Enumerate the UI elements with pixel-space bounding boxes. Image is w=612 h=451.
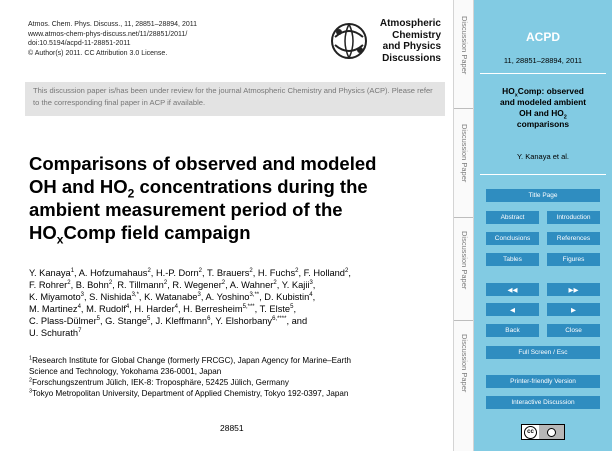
logo-line: Chemistry	[392, 29, 441, 41]
discussion-paper-strip	[453, 0, 474, 451]
title-line: Comparisons of observed and modeled	[29, 153, 377, 174]
strip-label: Discussion Paper	[460, 231, 469, 290]
sidebar-divider	[480, 73, 606, 74]
journal-emblem-icon	[327, 17, 375, 65]
strip-divider	[454, 217, 473, 218]
figures-button[interactable]: Figures	[547, 253, 600, 266]
author-line: K. Miyamoto$^3$, S. Nishida$^{3,*}$, K. Watanabe$^3$, A. Yoshino$^{3,**}$, D. Kubistin$^4$,	[29, 291, 316, 302]
introduction-button[interactable]: Introduction	[547, 211, 600, 224]
author-list	[29, 268, 444, 339]
cc-icon: cc	[524, 426, 537, 439]
cc-license-badge[interactable]	[521, 424, 565, 440]
sidebar-divider	[480, 174, 606, 175]
author-line: M. Martinez$^4$, M. Rudolf$^4$, H. Harder$^4$, H. Berresheim$^{5,***}$, T. Elste$^5$,	[29, 303, 297, 314]
navigation-sidebar	[474, 0, 612, 451]
sidebar-paper-title: $HO_xComp$: observed and modeled ambient OH and $HO_2$ comparisons	[499, 86, 587, 129]
abstract-button[interactable]: Abstract	[486, 211, 539, 224]
full-screen-button[interactable]: Full Screen / Esc	[486, 346, 600, 359]
author-line: F. Rohrer$^2$, B. Bohn$^2$, R. Tillmann$^2$, R. Wegener$^2$, A. Wahner$^2$, Y. Kajii$^3$,	[29, 279, 316, 290]
affiliation: $^2$Forschungszentrum Jülich, IEK-8: Troposphäre, 52425 Jülich, Germany	[29, 377, 289, 387]
affiliation: $^3$Tokyo Metropolitan University, Department of Applied Chemistry, Tokyo 192-0397, Japan	[29, 388, 349, 398]
next-page-button[interactable]: ▶	[547, 303, 600, 316]
last-page-button[interactable]: ▶▶	[547, 283, 600, 296]
attribution-icon-area	[539, 425, 564, 439]
references-button[interactable]: References	[547, 232, 600, 245]
paper-title	[29, 152, 439, 247]
strip-divider	[454, 108, 473, 109]
paper-reference: 11, 28851–28894, 2011	[503, 56, 583, 65]
strip-label: Discussion Paper	[460, 124, 469, 183]
journal-logo	[327, 17, 447, 69]
interactive-discussion-button[interactable]: Interactive Discussion	[486, 396, 600, 409]
strip-label: Discussion Paper	[460, 16, 469, 75]
logo-line: and Physics	[382, 41, 441, 52]
title-page-button[interactable]: Title Page	[486, 189, 600, 202]
journal-info	[28, 20, 197, 58]
logo-line: Discussions	[382, 52, 441, 64]
sidebar-authors: Y. Kanaya et al.	[517, 152, 569, 161]
strip-label: Discussion Paper	[460, 334, 469, 393]
affiliation-continued: Science and Technology, Yokohama 236-0001, Japan	[29, 366, 222, 376]
back-button[interactable]: Back	[486, 324, 539, 337]
affiliation: $^1$Research Institute for Global Change (formerly FRCGC), Japan Agency for Marine–Earth	[29, 355, 352, 365]
review-notice: This discussion paper is/has been under review for the journal Atmospheric Chemistry and Physics (ACP). Please refer to the corresponding final paper in ACP if available.	[25, 82, 445, 116]
page-number: 28851	[220, 423, 244, 433]
journal-citation: Atmos. Chem. Phys. Discuss., 11, 28851–28894, 2011	[28, 21, 198, 28]
attribution-icon	[547, 428, 556, 437]
strip-divider	[454, 320, 473, 321]
title-line: $HO_xComp$ field campaign	[29, 222, 251, 247]
title-line: ambient measurement period of the	[29, 199, 343, 220]
affiliation-list	[29, 356, 444, 400]
journal-acronym: ACPD	[525, 30, 560, 44]
logo-text	[380, 18, 441, 64]
author-line: C. Plass-Dülmer$^5$, G. Stange$^5$, J. Kleffmann$^6$, Y. Elshorbany$^{6,****}$, and	[29, 315, 308, 326]
conclusions-button[interactable]: Conclusions	[486, 232, 539, 245]
tables-button[interactable]: Tables	[486, 253, 539, 266]
journal-url[interactable]: www.atmos-chem-phys-discuss.net/11/28851/2011/	[28, 30, 188, 38]
first-page-button[interactable]: ◀◀	[486, 283, 539, 296]
journal-doi: doi:10.5194/acpd-11-28851-2011	[28, 40, 131, 48]
logo-line: Atmospheric	[379, 18, 441, 29]
close-button[interactable]: Close	[547, 324, 600, 337]
title-line: OH and $HO_2$ concentrations during the	[29, 176, 368, 201]
author-line: Y. Kanaya$^1$, A. Hofzumahaus$^2$, H.-P. Dorn$^2$, T. Brauers$^2$, H. Fuchs$^2$, F. Holland$^2$,	[29, 267, 351, 278]
author-line: U. Schurath$^7$	[29, 327, 82, 338]
journal-license: © Author(s) 2011. CC Attribution 3.0 License.	[28, 49, 168, 57]
previous-page-button[interactable]: ◀	[486, 303, 539, 316]
printer-friendly-button[interactable]: Printer-friendly Version	[486, 375, 600, 388]
